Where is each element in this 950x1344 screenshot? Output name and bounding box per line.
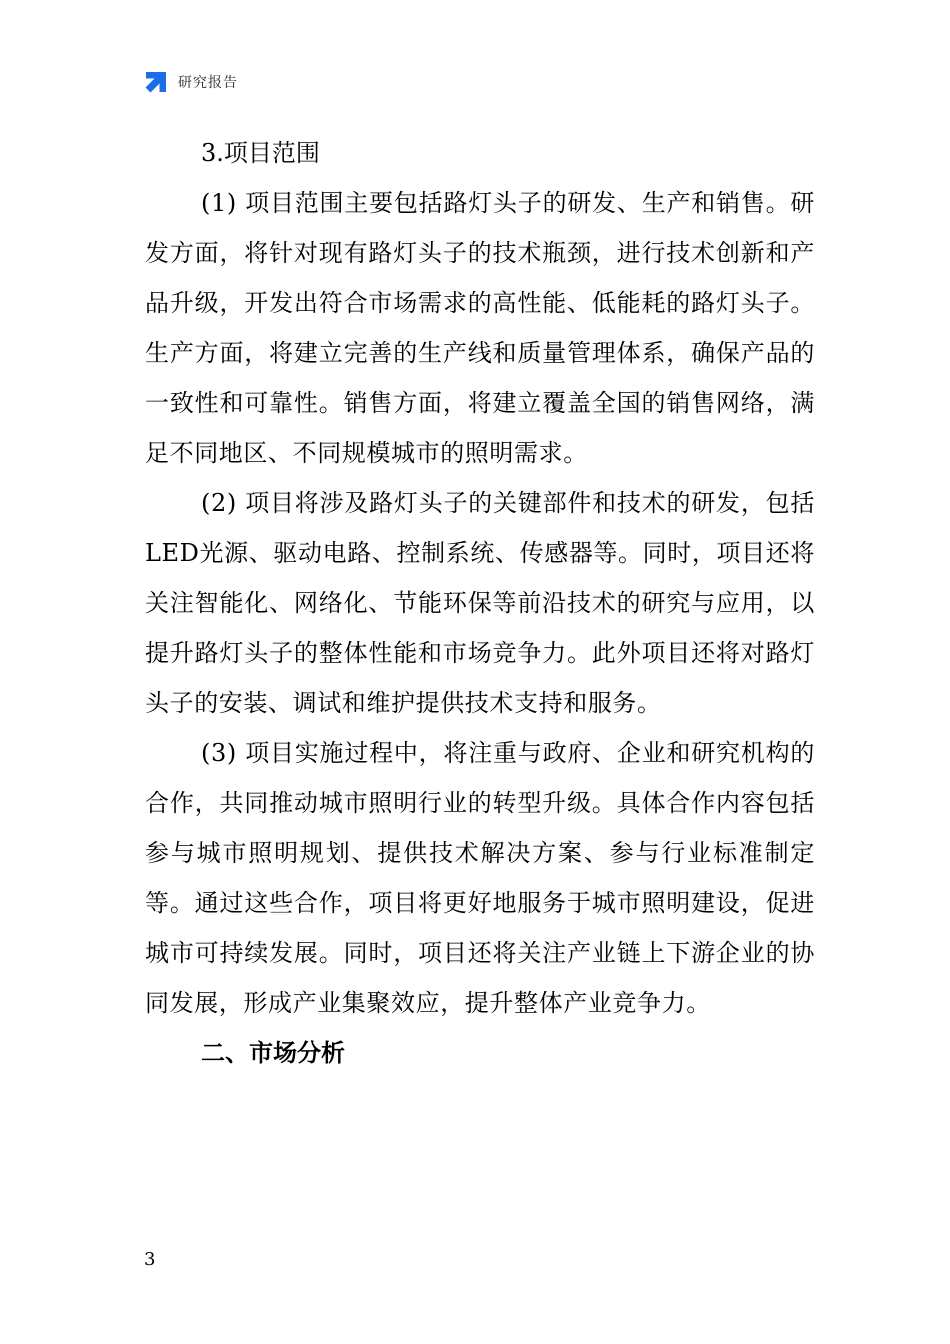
arrow-up-right-logo-icon (143, 69, 169, 95)
section-subheading: 3.项目范围 (201, 139, 320, 167)
header-title: 研究报告 (178, 75, 238, 91)
paragraph-3: (3) 项目实施过程中，将注重与政府、企业和研究机构的合作，共同推动城市照明行业的转型升级。具体合作内容包括参与城市照明规划、提供技术解决方案、参与行业标准制定等。通过这些合作，项目将更好地服务于城市照明建设，促进城市可持续发展。同时，项目还将关注产业链上下游企业的协同发展，形成产业集聚效应，提升整体产业竞争力。 (145, 739, 815, 1017)
document-body (145, 128, 815, 1078)
page-header (143, 68, 238, 96)
paragraph-1: (1) 项目范围主要包括路灯头子的研发、生产和销售。研发方面，将针对现有路灯头子的技术瓶颈，进行技术创新和产品升级，开发出符合市场需求的高性能、低能耗的路灯头子。生产方面，将建立完善的生产线和质量管理体系，确保产品的一致性和可靠性。销售方面，将建立覆盖全国的销售网络，满足不同地区、不同规模城市的照明需求。 (145, 189, 815, 467)
section-heading-market-analysis: 二、市场分析 (201, 1038, 345, 1067)
page-number: 3 (144, 1249, 156, 1270)
paragraph-2: (2) 项目将涉及路灯头子的关键部件和技术的研发，包括LED光源、驱动电路、控制系统、传感器等。同时，项目还将关注智能化、网络化、节能环保等前沿技术的研究与应用，以提升路灯头子的整体性能和市场竞争力。此外项目还将对路灯头子的安装、调试和维护提供技术支持和服务。 (145, 489, 815, 717)
